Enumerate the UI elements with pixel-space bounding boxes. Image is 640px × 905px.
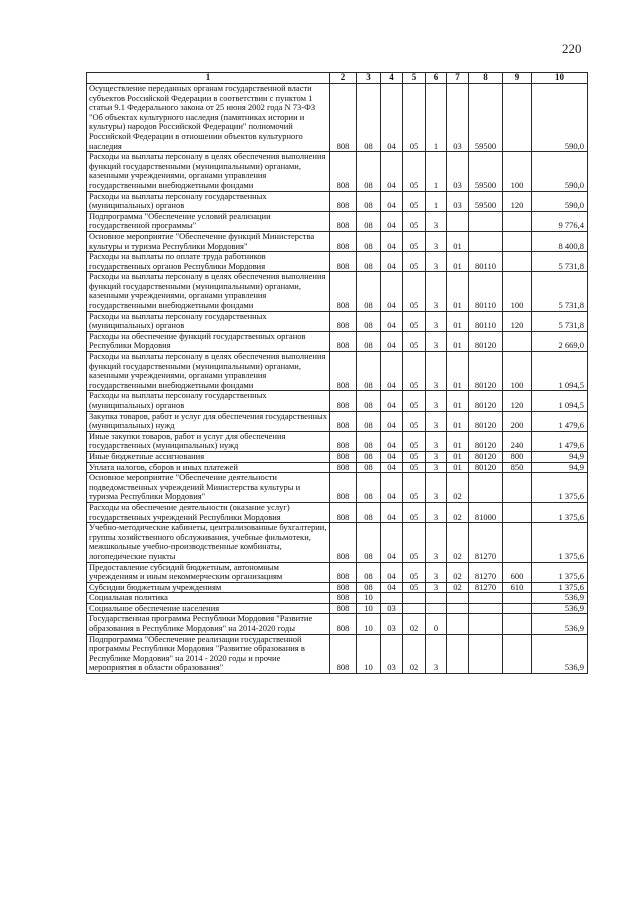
ministry-code-cell: 808	[330, 502, 357, 522]
expense-type-code-cell: 610	[503, 582, 532, 593]
target-code-cell: 80110	[469, 272, 503, 311]
activity-code-cell	[447, 634, 469, 673]
activity-code-cell: 03	[447, 84, 469, 152]
activity-code-cell: 01	[447, 272, 469, 311]
ministry-code-cell: 808	[330, 211, 357, 231]
subsection-code-cell: 04	[381, 191, 403, 211]
table-row	[87, 462, 588, 473]
subsection-code-cell: 04	[381, 352, 403, 391]
ministry-code-cell: 808	[330, 523, 357, 562]
section-code-cell: 08	[357, 502, 381, 522]
program-code-cell: 05	[403, 562, 426, 582]
subprogram-code-cell: 3	[426, 431, 447, 451]
ministry-code-cell: 808	[330, 582, 357, 593]
table-row	[87, 84, 588, 152]
activity-code-cell: 02	[447, 523, 469, 562]
subprogram-code-cell: 3	[426, 523, 447, 562]
column-header: 8	[469, 73, 503, 84]
section-code-cell: 08	[357, 391, 381, 411]
subprogram-code-cell: 0	[426, 614, 447, 634]
program-code-cell: 05	[403, 272, 426, 311]
table-row	[87, 411, 588, 431]
subsection-code-cell: 04	[381, 473, 403, 503]
item-name-cell: Расходы на обеспечение деятельности (оказание услуг) государственных учреждений Республики Мордовия	[87, 502, 330, 522]
program-code-cell: 05	[403, 152, 426, 191]
subprogram-code-cell: 3	[426, 473, 447, 503]
subprogram-code-cell	[426, 593, 447, 604]
table-row	[87, 431, 588, 451]
ministry-code-cell: 808	[330, 634, 357, 673]
amount-cell: 8 400,8	[532, 231, 588, 251]
program-code-cell: 05	[403, 352, 426, 391]
target-code-cell	[469, 593, 503, 604]
program-code-cell: 05	[403, 211, 426, 231]
target-code-cell: 80110	[469, 311, 503, 331]
ministry-code-cell: 808	[330, 462, 357, 473]
amount-cell: 590,0	[532, 84, 588, 152]
item-name-cell: Иные закупки товаров, работ и услуг для обеспечения государственных (муниципальных) нужд	[87, 431, 330, 451]
section-code-cell: 08	[357, 462, 381, 473]
amount-cell: 1 375,6	[532, 582, 588, 593]
program-code-cell: 05	[403, 473, 426, 503]
item-name-cell: Расходы на выплаты персоналу государственных (муниципальных) органов	[87, 191, 330, 211]
table-row	[87, 391, 588, 411]
item-name-cell: Учебно-методические кабинеты, централизованные бухгалтерии, группы хозяйственного обслуживания, учебные фильмотеки, межшкольные учебно-производственные комбинаты, логопедические пункты	[87, 523, 330, 562]
column-header: 7	[447, 73, 469, 84]
amount-cell: 1 094,5	[532, 391, 588, 411]
table-row	[87, 272, 588, 311]
activity-code-cell	[447, 603, 469, 614]
column-header: 4	[381, 73, 403, 84]
expense-type-code-cell	[503, 473, 532, 503]
subprogram-code-cell: 3	[426, 562, 447, 582]
table-row	[87, 451, 588, 462]
item-name-cell: Подпрограмма "Обеспечение условий реализации государственной программы"	[87, 211, 330, 231]
amount-cell: 1 479,6	[532, 431, 588, 451]
target-code-cell	[469, 473, 503, 503]
program-code-cell: 05	[403, 431, 426, 451]
target-code-cell: 80120	[469, 352, 503, 391]
table-row	[87, 352, 588, 391]
subsection-code-cell: 04	[381, 231, 403, 251]
subprogram-code-cell: 3	[426, 582, 447, 593]
activity-code-cell: 01	[447, 352, 469, 391]
column-header: 9	[503, 73, 532, 84]
subsection-code-cell: 03	[381, 603, 403, 614]
subsection-code-cell: 03	[381, 614, 403, 634]
target-code-cell	[469, 614, 503, 634]
amount-cell: 1 479,6	[532, 411, 588, 431]
item-name-cell: Основное мероприятие "Обеспечение функций Министерства культуры и туризма Республики Мордовия"	[87, 231, 330, 251]
item-name-cell: Подпрограмма "Обеспечение реализации государственной программы Республики Мордовия "Развитие образования в Республике Мордовия" на 2014 - 2020 годы и прочие мероприятия в области образования"	[87, 634, 330, 673]
item-name-cell: Государственная программа Республики Мордовия "Развитие образования в Республике Мордовия" на 2014-2020 годы	[87, 614, 330, 634]
amount-cell: 1 094,5	[532, 352, 588, 391]
expense-type-code-cell: 120	[503, 311, 532, 331]
subsection-code-cell: 04	[381, 391, 403, 411]
activity-code-cell: 02	[447, 473, 469, 503]
ministry-code-cell: 808	[330, 352, 357, 391]
target-code-cell: 81270	[469, 582, 503, 593]
expense-type-code-cell: 120	[503, 191, 532, 211]
table-row	[87, 582, 588, 593]
amount-cell: 5 731,8	[532, 272, 588, 311]
subprogram-code-cell: 3	[426, 411, 447, 431]
target-code-cell: 81000	[469, 502, 503, 522]
section-code-cell: 08	[357, 231, 381, 251]
table-row	[87, 473, 588, 503]
amount-cell: 536,9	[532, 593, 588, 604]
subsection-code-cell: 04	[381, 152, 403, 191]
program-code-cell: 02	[403, 634, 426, 673]
amount-cell: 1 375,6	[532, 523, 588, 562]
expense-type-code-cell	[503, 593, 532, 604]
expense-type-code-cell: 240	[503, 431, 532, 451]
subprogram-code-cell: 3	[426, 311, 447, 331]
ministry-code-cell: 808	[330, 603, 357, 614]
column-header: 2	[330, 73, 357, 84]
activity-code-cell: 01	[447, 411, 469, 431]
subsection-code-cell: 03	[381, 634, 403, 673]
ministry-code-cell: 808	[330, 473, 357, 503]
ministry-code-cell: 808	[330, 451, 357, 462]
ministry-code-cell: 808	[330, 311, 357, 331]
section-code-cell: 10	[357, 634, 381, 673]
target-code-cell: 59500	[469, 191, 503, 211]
section-code-cell: 10	[357, 603, 381, 614]
item-name-cell: Осуществление переданных органам государственной власти субъектов Российской Федерации в соответствии с пунктом 1 статьи 9.1 Федерального закона от 25 июня 2002 года N 73-ФЗ "Об объектах культурного наследия (памятниках истории и культуры) народов Российской Федерации" полномочий Российской Федерации в отношении объектов культурного наследия	[87, 84, 330, 152]
amount-cell: 536,9	[532, 603, 588, 614]
amount-cell: 94,9	[532, 451, 588, 462]
expense-type-code-cell: 120	[503, 391, 532, 411]
target-code-cell: 81270	[469, 562, 503, 582]
activity-code-cell: 01	[447, 311, 469, 331]
subprogram-code-cell	[426, 603, 447, 614]
amount-cell: 590,0	[532, 152, 588, 191]
program-code-cell: 05	[403, 582, 426, 593]
ministry-code-cell: 808	[330, 411, 357, 431]
activity-code-cell: 01	[447, 431, 469, 451]
ministry-code-cell: 808	[330, 562, 357, 582]
amount-cell: 536,9	[532, 634, 588, 673]
item-name-cell: Основное мероприятие "Обеспечение деятельности подведомственных учреждений Министерства культуры и туризма Республики Мордовия"	[87, 473, 330, 503]
activity-code-cell: 01	[447, 331, 469, 351]
program-code-cell: 05	[403, 311, 426, 331]
target-code-cell: 80120	[469, 411, 503, 431]
expense-type-code-cell: 100	[503, 272, 532, 311]
subsection-code-cell: 04	[381, 84, 403, 152]
subsection-code-cell: 04	[381, 311, 403, 331]
activity-code-cell	[447, 593, 469, 604]
expense-type-code-cell: 100	[503, 352, 532, 391]
amount-cell: 590,0	[532, 191, 588, 211]
ministry-code-cell: 808	[330, 614, 357, 634]
section-code-cell: 08	[357, 152, 381, 191]
activity-code-cell: 01	[447, 252, 469, 272]
target-code-cell: 59500	[469, 84, 503, 152]
expense-type-code-cell	[503, 502, 532, 522]
activity-code-cell: 01	[447, 231, 469, 251]
expense-type-code-cell: 200	[503, 411, 532, 431]
amount-cell: 5 731,8	[532, 252, 588, 272]
section-code-cell: 10	[357, 593, 381, 604]
subsection-code-cell: 04	[381, 562, 403, 582]
table-row	[87, 603, 588, 614]
item-name-cell: Расходы на обеспечение функций государственных органов Республики Мордовия	[87, 331, 330, 351]
expense-type-code-cell	[503, 252, 532, 272]
subprogram-code-cell: 3	[426, 272, 447, 311]
subsection-code-cell: 04	[381, 462, 403, 473]
program-code-cell: 05	[403, 231, 426, 251]
item-name-cell: Социальное обеспечение населения	[87, 603, 330, 614]
ministry-code-cell: 808	[330, 152, 357, 191]
subprogram-code-cell: 3	[426, 231, 447, 251]
item-name-cell: Закупка товаров, работ и услуг для обеспечения государственных (муниципальных) нужд	[87, 411, 330, 431]
column-header: 10	[532, 73, 588, 84]
subsection-code-cell: 04	[381, 431, 403, 451]
table-header-row	[87, 73, 588, 84]
program-code-cell: 05	[403, 411, 426, 431]
target-code-cell: 80110	[469, 252, 503, 272]
program-code-cell	[403, 603, 426, 614]
item-name-cell: Расходы на выплаты персоналу в целях обеспечения выполнения функций государственными (муниципальными) органами, казенными учреждениями, органами управления государственными внебюджетными фондами	[87, 272, 330, 311]
activity-code-cell: 01	[447, 391, 469, 411]
section-code-cell: 08	[357, 431, 381, 451]
subprogram-code-cell: 3	[426, 211, 447, 231]
program-code-cell: 05	[403, 502, 426, 522]
table-row	[87, 634, 588, 673]
section-code-cell: 08	[357, 473, 381, 503]
section-code-cell: 08	[357, 211, 381, 231]
amount-cell: 536,9	[532, 614, 588, 634]
ministry-code-cell: 808	[330, 272, 357, 311]
section-code-cell: 08	[357, 451, 381, 462]
expense-type-code-cell: 600	[503, 562, 532, 582]
amount-cell: 9 776,4	[532, 211, 588, 231]
expense-type-code-cell	[503, 231, 532, 251]
amount-cell: 5 731,8	[532, 311, 588, 331]
subsection-code-cell: 04	[381, 211, 403, 231]
activity-code-cell	[447, 211, 469, 231]
expense-type-code-cell: 100	[503, 152, 532, 191]
activity-code-cell: 02	[447, 502, 469, 522]
table-row	[87, 152, 588, 191]
item-name-cell: Социальная политика	[87, 593, 330, 604]
target-code-cell	[469, 211, 503, 231]
table-row	[87, 252, 588, 272]
activity-code-cell: 03	[447, 191, 469, 211]
page-number: 220	[562, 41, 582, 56]
expense-type-code-cell	[503, 634, 532, 673]
section-code-cell: 08	[357, 582, 381, 593]
program-code-cell: 05	[403, 391, 426, 411]
section-code-cell: 08	[357, 352, 381, 391]
target-code-cell: 80120	[469, 451, 503, 462]
subprogram-code-cell: 1	[426, 152, 447, 191]
section-code-cell: 08	[357, 523, 381, 562]
target-code-cell: 59500	[469, 152, 503, 191]
section-code-cell: 08	[357, 311, 381, 331]
expense-type-code-cell	[503, 614, 532, 634]
table-row	[87, 231, 588, 251]
amount-cell: 1 375,6	[532, 473, 588, 503]
amount-cell: 1 375,6	[532, 562, 588, 582]
column-header: 5	[403, 73, 426, 84]
expense-type-code-cell	[503, 523, 532, 562]
subsection-code-cell: 04	[381, 582, 403, 593]
subprogram-code-cell: 1	[426, 84, 447, 152]
table-row	[87, 191, 588, 211]
section-code-cell: 08	[357, 272, 381, 311]
item-name-cell: Расходы на выплаты персоналу государственных (муниципальных) органов	[87, 311, 330, 331]
subsection-code-cell	[381, 593, 403, 604]
table-row	[87, 211, 588, 231]
item-name-cell: Расходы на выплаты персоналу в целях обеспечения выполнения функций государственными (муниципальными) органами, казенными учреждениями, органами управления государственными внебюджетными фондами	[87, 352, 330, 391]
subsection-code-cell: 04	[381, 451, 403, 462]
subsection-code-cell: 04	[381, 252, 403, 272]
ministry-code-cell: 808	[330, 191, 357, 211]
ministry-code-cell: 808	[330, 252, 357, 272]
table-row	[87, 523, 588, 562]
subsection-code-cell: 04	[381, 331, 403, 351]
item-name-cell: Уплата налогов, сборов и иных платежей	[87, 462, 330, 473]
activity-code-cell	[447, 614, 469, 634]
subprogram-code-cell: 3	[426, 634, 447, 673]
item-name-cell: Расходы на выплаты по оплате труда работников государственных органов Республики Мордовия	[87, 252, 330, 272]
section-code-cell: 08	[357, 562, 381, 582]
program-code-cell	[403, 593, 426, 604]
target-code-cell: 80120	[469, 462, 503, 473]
amount-cell: 94,9	[532, 462, 588, 473]
budget-table	[86, 72, 588, 674]
subprogram-code-cell: 3	[426, 331, 447, 351]
activity-code-cell: 01	[447, 451, 469, 462]
program-code-cell: 05	[403, 451, 426, 462]
subsection-code-cell: 04	[381, 411, 403, 431]
section-code-cell: 10	[357, 614, 381, 634]
target-code-cell	[469, 603, 503, 614]
subprogram-code-cell: 3	[426, 391, 447, 411]
target-code-cell	[469, 634, 503, 673]
expense-type-code-cell	[503, 331, 532, 351]
item-name-cell: Расходы на выплаты персоналу в целях обеспечения выполнения функций государственными (муниципальными) органами, казенными учреждениями, органами управления государственными внебюджетными фондами	[87, 152, 330, 191]
program-code-cell: 05	[403, 523, 426, 562]
item-name-cell: Иные бюджетные ассигнования	[87, 451, 330, 462]
column-header: 3	[357, 73, 381, 84]
target-code-cell	[469, 231, 503, 251]
expense-type-code-cell	[503, 211, 532, 231]
table-row	[87, 502, 588, 522]
ministry-code-cell: 808	[330, 391, 357, 411]
subsection-code-cell: 04	[381, 502, 403, 522]
table-row	[87, 593, 588, 604]
activity-code-cell: 01	[447, 462, 469, 473]
subsection-code-cell: 04	[381, 272, 403, 311]
ministry-code-cell: 808	[330, 331, 357, 351]
column-header: 1	[87, 73, 330, 84]
item-name-cell: Расходы на выплаты персоналу государственных (муниципальных) органов	[87, 391, 330, 411]
activity-code-cell: 02	[447, 582, 469, 593]
program-code-cell: 05	[403, 191, 426, 211]
amount-cell: 1 375,6	[532, 502, 588, 522]
subprogram-code-cell: 3	[426, 451, 447, 462]
ministry-code-cell: 808	[330, 431, 357, 451]
subprogram-code-cell: 3	[426, 352, 447, 391]
item-name-cell: Предоставление субсидий бюджетным, автономным учреждениям и иным некоммерческим организациям	[87, 562, 330, 582]
table-row	[87, 562, 588, 582]
expense-type-code-cell	[503, 84, 532, 152]
table-body	[87, 84, 588, 674]
subsection-code-cell: 04	[381, 523, 403, 562]
expense-type-code-cell: 800	[503, 451, 532, 462]
subprogram-code-cell: 3	[426, 462, 447, 473]
subprogram-code-cell: 3	[426, 502, 447, 522]
column-header: 6	[426, 73, 447, 84]
program-code-cell: 05	[403, 84, 426, 152]
section-code-cell: 08	[357, 252, 381, 272]
table-row	[87, 331, 588, 351]
table-row	[87, 614, 588, 634]
target-code-cell: 81270	[469, 523, 503, 562]
program-code-cell: 05	[403, 331, 426, 351]
target-code-cell: 80120	[469, 391, 503, 411]
subprogram-code-cell: 3	[426, 252, 447, 272]
expense-type-code-cell	[503, 603, 532, 614]
amount-cell: 2 669,0	[532, 331, 588, 351]
section-code-cell: 08	[357, 411, 381, 431]
target-code-cell: 80120	[469, 431, 503, 451]
table-row	[87, 311, 588, 331]
target-code-cell: 80120	[469, 331, 503, 351]
program-code-cell: 05	[403, 462, 426, 473]
expense-type-code-cell: 850	[503, 462, 532, 473]
activity-code-cell: 02	[447, 562, 469, 582]
item-name-cell: Субсидии бюджетным учреждениям	[87, 582, 330, 593]
ministry-code-cell: 808	[330, 84, 357, 152]
section-code-cell: 08	[357, 84, 381, 152]
activity-code-cell: 03	[447, 152, 469, 191]
subprogram-code-cell: 1	[426, 191, 447, 211]
ministry-code-cell: 808	[330, 593, 357, 604]
section-code-cell: 08	[357, 191, 381, 211]
section-code-cell: 08	[357, 331, 381, 351]
program-code-cell: 02	[403, 614, 426, 634]
program-code-cell: 05	[403, 252, 426, 272]
ministry-code-cell: 808	[330, 231, 357, 251]
